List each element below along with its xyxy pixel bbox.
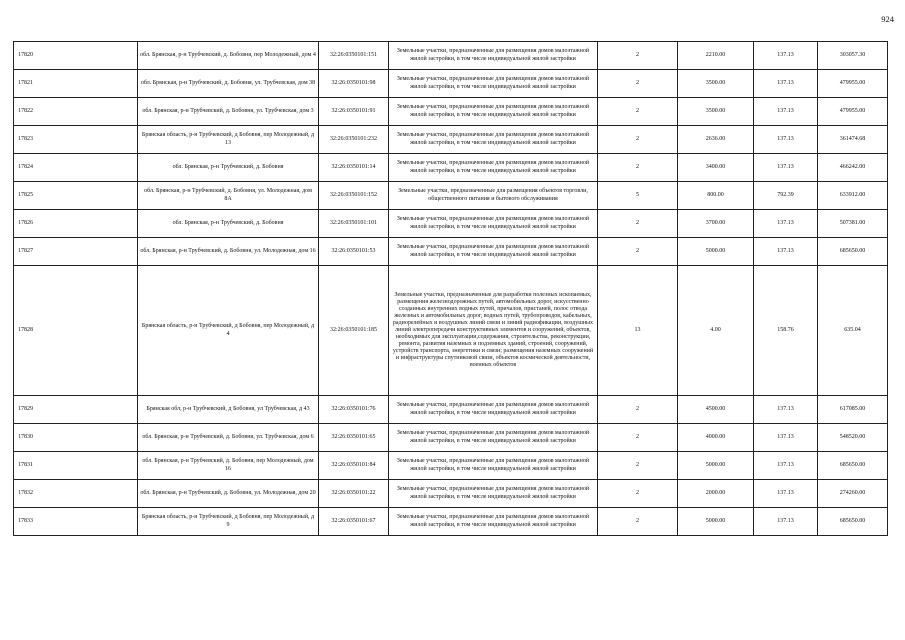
value-cell: 635.04 [818,266,888,396]
cadastral-number-cell: 32:26:0350101:84 [319,452,389,480]
group-cell: 2 [598,70,678,98]
address-cell: обл. Брянская, р-н Трубчевский, д. Бобовня, пер Молодежный, дом 4 [138,42,319,70]
rate-cell: 137.13 [754,480,818,508]
row-number: 17823 [14,126,138,154]
group-cell: 2 [598,98,678,126]
table-row [14,98,888,126]
table-row [14,452,888,480]
value-cell: 274260.00 [818,480,888,508]
land-use-cell: Земельные участки, предназначенные для размещения домов малоэтажной жилой застройки, в том числе индивидуальной жилой застройки [389,42,598,70]
cadastral-number-cell: 32:26:0350101:101 [319,210,389,238]
area-cell: 2210.00 [678,42,754,70]
row-number: 17829 [14,396,138,424]
table-row [14,154,888,182]
table-row [14,126,888,154]
land-use-cell: Земельные участки, предназначенные для размещения домов малоэтажной жилой застройки, в том числе индивидуальной жилой застройки [389,154,598,182]
row-number: 17821 [14,70,138,98]
rate-cell: 137.13 [754,424,818,452]
land-use-cell: Земельные участки, предназначенные для размещения домов малоэтажной жилой застройки, в том числе индивидуальной жилой застройки [389,396,598,424]
table-row [14,210,888,238]
address-cell: Брянская область, р-н Трубчевский, д Бобовня, пер Молодежный, д 9 [138,508,319,536]
group-cell: 2 [598,126,678,154]
row-number: 17831 [14,452,138,480]
table-row [14,238,888,266]
table-row [14,182,888,210]
row-number: 17825 [14,182,138,210]
table-row [14,70,888,98]
cadastral-number-cell: 32:26:0350101:91 [319,98,389,126]
rate-cell: 158.76 [754,266,818,396]
value-cell: 617085.00 [818,396,888,424]
land-use-cell: Земельные участки, предназначенные для размещения объектов торговли, общественного питания и бытового обслуживания [389,182,598,210]
cadastral-number-cell: 32:26:0350101:65 [319,424,389,452]
address-cell: обл. Брянская, р-н Трубчевский, д. Бобовня, ул. Молодежная, дом 16 [138,238,319,266]
group-cell: 2 [598,424,678,452]
cadastral-number-cell: 32:26:0350101:185 [319,266,389,396]
area-cell: 3500.00 [678,98,754,126]
land-use-cell: Земельные участки, предназначенные для размещения домов малоэтажной жилой застройки, в том числе индивидуальной жилой застройки [389,238,598,266]
area-cell: 2636.00 [678,126,754,154]
address-cell: Брянская обл, р-н Трубчевский, д Бобовня, ул Трубчевская, д 43 [138,396,319,424]
area-cell: 4.00 [678,266,754,396]
group-cell: 2 [598,396,678,424]
value-cell: 466242.00 [818,154,888,182]
row-number: 17824 [14,154,138,182]
value-cell: 685650.00 [818,238,888,266]
row-number: 17820 [14,42,138,70]
group-cell: 2 [598,154,678,182]
area-cell: 2000.00 [678,480,754,508]
land-use-cell: Земельные участки, предназначенные для размещения домов малоэтажной жилой застройки, в том числе индивидуальной жилой застройки [389,70,598,98]
table-row [14,424,888,452]
cadastral-number-cell: 32:26:0350101:152 [319,182,389,210]
row-number: 17830 [14,424,138,452]
address-cell: обл. Брянская, р-н Трубчевский, д. Бобовня, ул. Трубчевская, дом 38 [138,70,319,98]
group-cell: 2 [598,452,678,480]
area-cell: 4000.00 [678,424,754,452]
area-cell: 5000.00 [678,452,754,480]
value-cell: 479955.00 [818,98,888,126]
area-cell: 3400.00 [678,154,754,182]
row-number: 17822 [14,98,138,126]
rate-cell: 792.39 [754,182,818,210]
cadastral-number-cell: 32:26:0350101:98 [319,70,389,98]
cadastral-number-cell: 32:26:0350101:232 [319,126,389,154]
address-cell: обл. Брянская, р-н Трубчевский, д. Бобовня, пер Молодежный, дом 16 [138,452,319,480]
row-number: 17826 [14,210,138,238]
land-use-cell: Земельные участки, предназначенные для размещения домов малоэтажной жилой застройки, в том числе индивидуальной жилой застройки [389,126,598,154]
group-cell: 5 [598,182,678,210]
rate-cell: 137.13 [754,126,818,154]
cadastral-number-cell: 32:26:0350101:14 [319,154,389,182]
rate-cell: 137.13 [754,508,818,536]
cadastral-number-cell: 32:26:0350101:76 [319,396,389,424]
area-cell: 5000.00 [678,238,754,266]
cadastral-number-cell: 32:26:0350101:53 [319,238,389,266]
group-cell: 2 [598,508,678,536]
address-cell: обл. Брянская, р-н Трубчевский, д. Бобовня, ул. Молодежная, дом 20 [138,480,319,508]
value-cell: 479955.00 [818,70,888,98]
land-use-cell: Земельные участки, предназначенные для размещения домов малоэтажной жилой застройки, в том числе индивидуальной жилой застройки [389,210,598,238]
page-number: 924 [881,14,894,24]
address-cell: Брянская область, р-н Трубчевский, д Бобовня, пер Молодежный, д 13 [138,126,319,154]
rate-cell: 137.13 [754,70,818,98]
value-cell: 361474.68 [818,126,888,154]
rate-cell: 137.13 [754,452,818,480]
group-cell: 2 [598,42,678,70]
value-cell: 685650.00 [818,452,888,480]
group-cell: 13 [598,266,678,396]
table-row [14,480,888,508]
address-cell: обл. Брянская, р-н Трубчевский, д. Бобовня, ул. Трубчевская, дом 6 [138,424,319,452]
table-body [14,42,888,536]
value-cell: 685650.00 [818,508,888,536]
area-cell: 3700.00 [678,210,754,238]
area-cell: 4500.00 [678,396,754,424]
group-cell: 2 [598,480,678,508]
cadastral-number-cell: 32:26:0350101:22 [319,480,389,508]
row-number: 17833 [14,508,138,536]
land-use-cell: Земельные участки, предназначенные для размещения домов малоэтажной жилой застройки, в том числе индивидуальной жилой застройки [389,424,598,452]
value-cell: 507381.00 [818,210,888,238]
rate-cell: 137.13 [754,98,818,126]
rate-cell: 137.13 [754,396,818,424]
area-cell: 5000.00 [678,508,754,536]
row-number: 17827 [14,238,138,266]
value-cell: 303057.30 [818,42,888,70]
table-row [14,42,888,70]
address-cell: обл. Брянская, р-н Трубчевский, д. Бобовня [138,154,319,182]
cadastral-number-cell: 32:26:0350101:67 [319,508,389,536]
land-use-cell: Земельные участки, предназначенные для размещения домов малоэтажной жилой застройки, в том числе индивидуальной жилой застройки [389,480,598,508]
address-cell: обл. Брянская, р-н Трубчевский, д. Бобовня, ул. Трубчевская, дом 3 [138,98,319,126]
area-cell: 3500.00 [678,70,754,98]
rate-cell: 137.13 [754,154,818,182]
row-number: 17832 [14,480,138,508]
rate-cell: 137.13 [754,42,818,70]
value-cell: 633912.00 [818,182,888,210]
row-number: 17828 [14,266,138,396]
address-cell: Брянская область, р-н Трубчевский, д Бобовня, пер Молодежный, д 4 [138,266,319,396]
area-cell: 800.00 [678,182,754,210]
rate-cell: 137.13 [754,210,818,238]
rate-cell: 137.13 [754,238,818,266]
cadastral-number-cell: 32:26:0350101:151 [319,42,389,70]
land-use-cell: Земельные участки, предназначенные для размещения домов малоэтажной жилой застройки, в том числе индивидуальной жилой застройки [389,98,598,126]
land-use-cell: Земельные участки, предназначенные для размещения домов малоэтажной жилой застройки, в том числе индивидуальной жилой застройки [389,452,598,480]
address-cell: обл. Брянская, р-н Трубчевский, д. Бобовня [138,210,319,238]
table-row [14,508,888,536]
table-row [14,266,888,396]
table-row [14,396,888,424]
group-cell: 2 [598,210,678,238]
address-cell: обл. Брянская, р-н Трубчевский, д. Бобовня, ул. Молодежная, дом 8А [138,182,319,210]
group-cell: 2 [598,238,678,266]
value-cell: 548520.00 [818,424,888,452]
cadastral-value-table [13,41,888,536]
land-use-cell: Земельные участки, предназначенные для разработки полезных ископаемых, размещения железнодорожных путей, автомобильных дорог, искусственно созданных внутренних водных путей, причалов, пристаней, полос отвода железных и автомобильных дорог, водных путей, трубопроводов, кабельных, радиорелейных и воздушных линий связи и линий радиофикации, воздушных линий электропередачи конструктивных элементов и сооружений, объектов, необходимых для эксплуатации,содержания, строительства, реконструкции, ремонта, развития наземных и подземных зданий, строений, сооружений, устройств транспорта, энергетики и связи; размещения наземных сооружений и инфраструктуры спутниковой связи, объектов космической деятельности, военных объектов [389,266,598,396]
land-use-cell: Земельные участки, предназначенные для размещения домов малоэтажной жилой застройки, в том числе индивидуальной жилой застройки [389,508,598,536]
